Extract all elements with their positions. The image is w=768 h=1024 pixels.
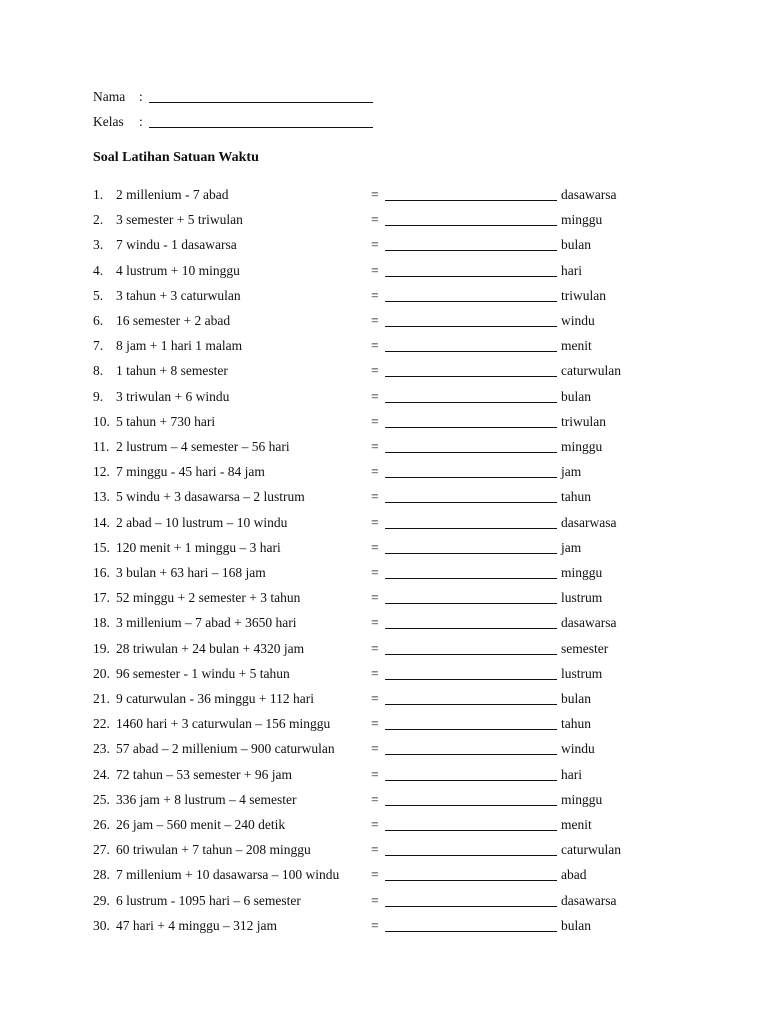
- answer-blank[interactable]: [385, 654, 557, 655]
- question-expression: 52 minggu + 2 semester + 3 tahun: [116, 590, 301, 606]
- question-row: [0, 663, 768, 685]
- question-number: 28.: [93, 867, 110, 883]
- question-number: 10.: [93, 413, 110, 429]
- question-number: 1.: [93, 187, 104, 202]
- answer-blank[interactable]: [385, 780, 557, 781]
- answer-blank[interactable]: [385, 603, 557, 604]
- question-expression: 2 abad – 10 lustrum – 10 windu: [116, 514, 288, 530]
- question-row: [0, 562, 768, 584]
- answer-unit: minggu: [561, 439, 603, 454]
- answer-unit: hari: [561, 262, 582, 278]
- answer-blank[interactable]: [385, 250, 557, 251]
- equals-sign: =: [371, 262, 379, 278]
- equals-sign: =: [371, 514, 379, 530]
- equals-sign: =: [371, 287, 379, 303]
- question-expression: 26 jam – 560 menit – 240 detik: [116, 817, 286, 832]
- equals-sign: =: [371, 212, 379, 228]
- answer-blank[interactable]: [385, 578, 557, 579]
- answer-blank[interactable]: [385, 326, 557, 327]
- question-number: 25.: [93, 791, 110, 807]
- question-row: [0, 915, 768, 937]
- question-expression: 2 millenium - 7 abad: [116, 187, 229, 202]
- answer-blank[interactable]: [385, 225, 557, 226]
- answer-unit: dasawarsa: [561, 892, 617, 908]
- answer-blank[interactable]: [385, 452, 557, 453]
- question-number: 3.: [93, 237, 104, 253]
- question-row: [0, 512, 768, 534]
- question-number: 12.: [93, 464, 110, 480]
- question-number: 26.: [93, 817, 110, 832]
- name-colon: :: [139, 89, 143, 104]
- answer-unit: triwulan: [561, 413, 606, 429]
- worksheet-title: Soal Latihan Satuan Waktu: [93, 150, 259, 165]
- question-row: [0, 260, 768, 282]
- equals-sign: =: [371, 766, 379, 782]
- question-number: 20.: [93, 665, 110, 681]
- answer-blank[interactable]: [385, 376, 557, 377]
- question-expression: 3 tahun + 3 caturwulan: [116, 287, 241, 303]
- question-expression: 28 triwulan + 24 bulan + 4320 jam: [116, 640, 305, 656]
- question-expression: 1460 hari + 3 caturwulan – 156 minggu: [116, 716, 331, 732]
- equals-sign: =: [371, 413, 379, 429]
- answer-unit: dasarwasa: [561, 514, 617, 530]
- answer-unit: dasawarsa: [561, 615, 617, 631]
- answer-blank[interactable]: [385, 754, 557, 755]
- answer-unit: lustrum: [561, 590, 603, 606]
- question-expression: 47 hari + 4 minggu – 312 jam: [116, 917, 277, 933]
- equals-sign: =: [371, 817, 379, 832]
- equals-sign: =: [371, 867, 379, 883]
- equals-sign: =: [371, 313, 379, 328]
- question-number: 5.: [93, 287, 104, 303]
- question-expression: 3 semester + 5 triwulan: [116, 212, 243, 228]
- question-expression: 3 triwulan + 6 windu: [116, 388, 230, 404]
- question-expression: 1 tahun + 8 semester: [116, 363, 228, 379]
- question-number: 24.: [93, 766, 110, 782]
- equals-sign: =: [371, 590, 379, 606]
- question-number: 4.: [93, 262, 104, 278]
- answer-blank[interactable]: [385, 628, 557, 629]
- question-row: [0, 764, 768, 786]
- answer-unit: hari: [561, 766, 582, 782]
- answer-blank[interactable]: [385, 704, 557, 705]
- answer-unit: bulan: [561, 691, 591, 706]
- question-expression: 3 millenium – 7 abad + 3650 hari: [116, 615, 297, 631]
- question-row: [0, 184, 768, 206]
- equals-sign: =: [371, 741, 379, 757]
- answer-blank[interactable]: [385, 679, 557, 680]
- answer-blank[interactable]: [385, 906, 557, 907]
- equals-sign: =: [371, 565, 379, 580]
- question-row: [0, 234, 768, 256]
- answer-unit: bulan: [561, 388, 591, 404]
- equals-sign: =: [371, 464, 379, 480]
- question-expression: 60 triwulan + 7 tahun – 208 minggu: [116, 842, 311, 858]
- question-expression: 336 jam + 8 lustrum – 4 semester: [116, 791, 297, 807]
- answer-blank[interactable]: [385, 477, 557, 478]
- equals-sign: =: [371, 615, 379, 631]
- question-row: [0, 209, 768, 231]
- equals-sign: =: [371, 640, 379, 656]
- answer-blank[interactable]: [385, 402, 557, 403]
- answer-unit: caturwulan: [561, 842, 621, 858]
- answer-blank[interactable]: [385, 351, 557, 352]
- answer-unit: windu: [561, 741, 595, 757]
- question-expression: 72 tahun – 53 semester + 96 jam: [116, 766, 292, 782]
- question-row: [0, 638, 768, 660]
- answer-blank[interactable]: [385, 931, 557, 932]
- answer-unit: minggu: [561, 565, 603, 580]
- question-number: 15.: [93, 539, 110, 555]
- question-row: [0, 386, 768, 408]
- question-number: 23.: [93, 741, 110, 757]
- question-number: 18.: [93, 615, 110, 631]
- equals-sign: =: [371, 439, 379, 454]
- answer-unit: jam: [561, 539, 582, 555]
- question-number: 17.: [93, 590, 110, 606]
- answer-unit: tahun: [561, 489, 591, 505]
- question-number: 29.: [93, 892, 110, 908]
- question-row: [0, 486, 768, 508]
- question-expression: 5 windu + 3 dasawarsa – 2 lustrum: [116, 489, 305, 505]
- answer-blank[interactable]: [385, 502, 557, 503]
- question-row: [0, 612, 768, 634]
- question-row: [0, 310, 768, 332]
- answer-blank[interactable]: [385, 855, 557, 856]
- equals-sign: =: [371, 791, 379, 807]
- question-number: 6.: [93, 313, 104, 328]
- answer-blank[interactable]: [385, 553, 557, 554]
- equals-sign: =: [371, 237, 379, 253]
- question-number: 19.: [93, 640, 110, 656]
- class-colon: :: [139, 114, 143, 129]
- answer-unit: bulan: [561, 237, 591, 253]
- equals-sign: =: [371, 716, 379, 732]
- question-number: 16.: [93, 565, 110, 580]
- question-number: 2.: [93, 212, 104, 228]
- answer-unit: abad: [561, 867, 587, 883]
- equals-sign: =: [371, 691, 379, 706]
- answer-unit: caturwulan: [561, 363, 621, 379]
- question-expression: 120 menit + 1 minggu – 3 hari: [116, 539, 281, 555]
- equals-sign: =: [371, 489, 379, 505]
- answer-unit: bulan: [561, 917, 591, 933]
- equals-sign: =: [371, 187, 379, 202]
- question-row: [0, 436, 768, 458]
- question-expression: 5 tahun + 730 hari: [116, 413, 216, 429]
- question-number: 7.: [93, 338, 104, 354]
- answer-blank[interactable]: [385, 805, 557, 806]
- question-number: 21.: [93, 691, 110, 706]
- class-label: Kelas: [93, 114, 124, 129]
- question-row: [0, 688, 768, 710]
- equals-sign: =: [371, 917, 379, 933]
- answer-blank[interactable]: [385, 427, 557, 428]
- question-expression: 9 caturwulan - 36 minggu + 112 hari: [116, 691, 314, 706]
- question-number: 8.: [93, 363, 104, 379]
- answer-unit: minggu: [561, 791, 603, 807]
- question-expression: 2 lustrum – 4 semester – 56 hari: [116, 439, 290, 454]
- question-expression: 7 millenium + 10 dasawarsa – 100 windu: [116, 867, 340, 883]
- question-expression: 96 semester - 1 windu + 5 tahun: [116, 665, 290, 681]
- answer-unit: menit: [561, 817, 592, 832]
- question-expression: 7 minggu - 45 hari - 84 jam: [116, 464, 265, 480]
- answer-unit: jam: [561, 464, 582, 480]
- answer-blank[interactable]: [385, 880, 557, 881]
- question-number: 22.: [93, 716, 110, 732]
- question-number: 9.: [93, 388, 104, 404]
- name-label: Nama: [93, 89, 126, 104]
- class-answer-line[interactable]: [149, 127, 373, 128]
- answer-blank[interactable]: [385, 830, 557, 831]
- answer-blank[interactable]: [385, 200, 557, 201]
- answer-unit: triwulan: [561, 287, 606, 303]
- question-row: [0, 738, 768, 760]
- question-row: [0, 713, 768, 735]
- question-expression: 4 lustrum + 10 minggu: [116, 262, 240, 278]
- answer-unit: semester: [561, 640, 609, 656]
- question-row: [0, 587, 768, 609]
- question-row: [0, 839, 768, 861]
- equals-sign: =: [371, 892, 379, 908]
- question-expression: 7 windu - 1 dasawarsa: [116, 237, 237, 253]
- question-row: [0, 864, 768, 886]
- question-expression: 57 abad – 2 millenium – 900 caturwulan: [116, 741, 335, 757]
- question-number: 27.: [93, 842, 110, 858]
- equals-sign: =: [371, 363, 379, 379]
- equals-sign: =: [371, 388, 379, 404]
- answer-unit: windu: [561, 313, 595, 328]
- answer-unit: menit: [561, 338, 592, 354]
- question-number: 30.: [93, 917, 110, 933]
- equals-sign: =: [371, 338, 379, 354]
- question-expression: 3 bulan + 63 hari – 168 jam: [116, 565, 266, 580]
- question-number: 14.: [93, 514, 110, 530]
- equals-sign: =: [371, 539, 379, 555]
- name-answer-line[interactable]: [149, 102, 373, 103]
- question-row: [0, 890, 768, 912]
- equals-sign: =: [371, 665, 379, 681]
- answer-blank[interactable]: [385, 528, 557, 529]
- question-row: [0, 537, 768, 559]
- equals-sign: =: [371, 842, 379, 858]
- answer-unit: minggu: [561, 212, 603, 228]
- question-row: [0, 461, 768, 483]
- answer-unit: lustrum: [561, 665, 603, 681]
- question-number: 11.: [93, 439, 110, 454]
- question-number: 13.: [93, 489, 110, 505]
- question-row: [0, 411, 768, 433]
- answer-blank[interactable]: [385, 301, 557, 302]
- question-row: [0, 814, 768, 836]
- question-row: [0, 360, 768, 382]
- question-row: [0, 789, 768, 811]
- question-expression: 6 lustrum - 1095 hari – 6 semester: [116, 892, 301, 908]
- answer-unit: tahun: [561, 716, 591, 732]
- question-expression: 16 semester + 2 abad: [116, 313, 231, 328]
- question-row: [0, 335, 768, 357]
- answer-blank[interactable]: [385, 276, 557, 277]
- question-row: [0, 285, 768, 307]
- answer-blank[interactable]: [385, 729, 557, 730]
- answer-unit: dasawarsa: [561, 187, 617, 202]
- question-expression: 8 jam + 1 hari 1 malam: [116, 338, 243, 354]
